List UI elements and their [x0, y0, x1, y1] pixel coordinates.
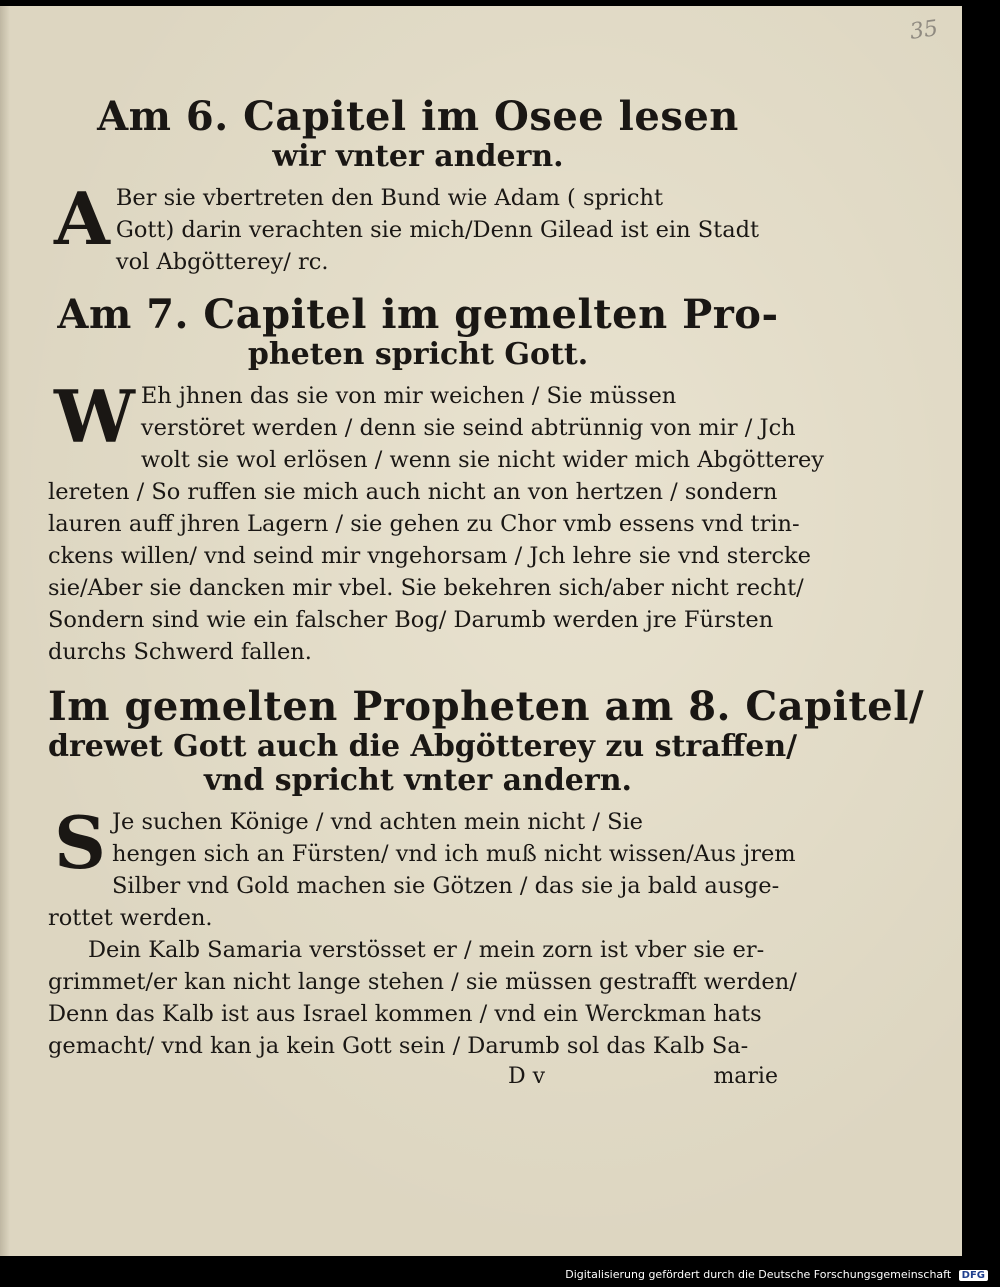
text-line: Gott) darin verachten sie mich/Denn Gilead ist ein Stadt: [115, 217, 760, 243]
text-line: ckens willen/ vnd seind mir vngehorsam / Jch lehre sie vnd stercke: [48, 543, 811, 569]
heading-line: Am 7. Capitel im gemelten Pro-: [57, 291, 779, 338]
text-line: rottet werden.: [48, 905, 213, 931]
heading-chapter-8: [48, 683, 925, 798]
text-line: grimmet/er kan nicht lange stehen / sie müssen gestrafft werden/: [48, 969, 797, 995]
heading-chapter-6: [48, 94, 788, 174]
catchword: marie: [713, 1064, 778, 1089]
text-line: hengen sich an Fürsten/ vnd ich muß nicht wissen/Aus jrem: [112, 841, 796, 867]
text-line: Ber sie vbertreten den Bund wie Adam ( spricht: [115, 185, 664, 211]
dfg-logo: DFG: [959, 1270, 988, 1281]
heading-line: vnd spricht vnter andern.: [204, 763, 632, 798]
text-line: Dein Kalb Samaria verstösset er / mein zorn ist vber sie er-: [88, 937, 765, 963]
page-edge-shadow: [0, 6, 10, 1256]
text-line: lauren auff jhren Lagern / sie gehen zu Chor vmb essens vnd trin-: [48, 511, 800, 537]
text-line: Eh jhnen das sie von mir weichen / Sie müssen: [140, 383, 677, 409]
page-number: 35: [908, 16, 940, 45]
heading-line: pheten spricht Gott.: [247, 337, 589, 372]
page-footer-marks: [48, 1062, 788, 1092]
text-line: Denn das Kalb ist aus Israel kommen / vnd ein Werckman hats: [48, 1001, 762, 1027]
text-line: verstöret werden / denn sie seind abtrünnig von mir / Jch: [140, 415, 796, 441]
drop-initial: A: [54, 176, 110, 261]
scanned-page: [0, 6, 962, 1256]
drop-initial: S: [54, 800, 106, 885]
text-line: Silber vnd Gold machen sie Götzen / das sie ja bald ausge-: [112, 873, 780, 899]
text-line: gemacht/ vnd kan ja kein Gott sein / Darumb sol das Kalb Sa-: [48, 1033, 749, 1059]
paragraph-chapter-7: [48, 374, 825, 668]
page-text: [48, 93, 925, 1092]
credit-text: Digitalisierung gefördert durch die Deutsche Forschungsgemeinschaft: [565, 1268, 952, 1281]
digitization-credit: [565, 1268, 988, 1281]
paragraph-chapter-8: [48, 800, 796, 934]
heading-line: Im gemelten Propheten am 8. Capitel/: [48, 683, 925, 730]
paragraph-chapter-6: [48, 176, 788, 278]
paragraph-samaria: [48, 934, 797, 1062]
text-line: sie/Aber sie dancken mir vbel. Sie bekehren sich/aber nicht recht/: [48, 575, 804, 601]
heading-chapter-7: [48, 292, 788, 372]
signature-mark: D v: [508, 1064, 546, 1089]
text-line: durchs Schwerd fallen.: [48, 639, 312, 665]
heading-line: wir vnter andern.: [272, 139, 564, 174]
text-line: vol Abgötterey/ rc.: [115, 249, 329, 275]
heading-line: Am 6. Capitel im Osee lesen: [97, 93, 739, 140]
text-line: Sondern sind wie ein falscher Bog/ Darumb werden jre Fürsten: [48, 607, 774, 633]
drop-initial: W: [54, 374, 135, 459]
text-line: wolt sie wol erlösen / wenn sie nicht wider mich Abgötterey: [140, 447, 825, 473]
text-line: Je suchen Könige / vnd achten mein nicht / Sie: [112, 809, 644, 835]
text-line: lereten / So ruffen sie mich auch nicht an von hertzen / sondern: [48, 479, 778, 505]
heading-line: drewet Gott auch die Abgötterey zu straffen/: [48, 729, 798, 764]
